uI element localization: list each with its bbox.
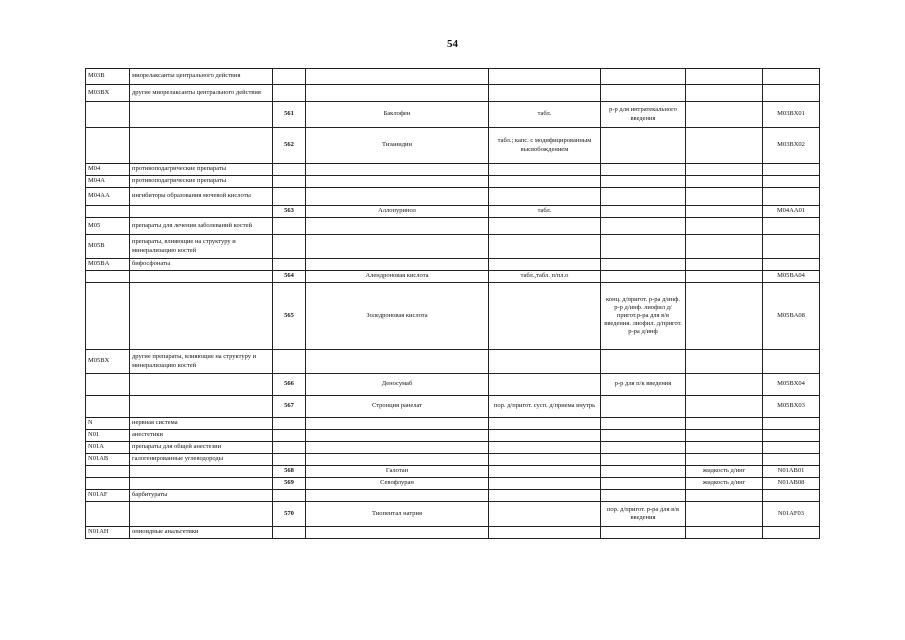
dosage-form-cell — [601, 259, 686, 271]
atc-code-cell — [763, 454, 820, 466]
dosage-form-cell — [489, 85, 601, 102]
number-cell: 566 — [273, 374, 306, 396]
dosage-form-cell: жидкость д/инг — [686, 478, 763, 490]
dosage-form-cell — [686, 235, 763, 259]
group-name-cell: противоподагрические препараты — [130, 176, 273, 188]
code-cell: N01AB — [86, 454, 130, 466]
dosage-form-cell: пор. д/пригот. сусп. д/приема внутрь — [489, 396, 601, 418]
dosage-form-cell — [686, 188, 763, 206]
drug-name-cell: Тизанидин — [306, 128, 489, 164]
atc-code-cell: M05BX03 — [763, 396, 820, 418]
drug-name-cell — [306, 350, 489, 374]
dosage-form-cell — [489, 442, 601, 454]
dosage-form-cell — [686, 176, 763, 188]
code-cell: N01A — [86, 442, 130, 454]
drug-row — [86, 396, 820, 418]
number-cell: 570 — [273, 502, 306, 527]
dosage-form-cell: табл.,табл. п/пл.о — [489, 271, 601, 283]
dosage-form-cell — [686, 218, 763, 235]
dosage-form-cell — [686, 85, 763, 102]
atc-code-cell — [763, 259, 820, 271]
number-cell — [273, 527, 306, 539]
dosage-form-cell — [601, 430, 686, 442]
group-row — [86, 218, 820, 235]
atc-code-cell — [763, 164, 820, 176]
group-name-cell: другие миорелаксанты центрального действия — [130, 85, 273, 102]
drug-name-cell: Тиопентал натрия — [306, 502, 489, 527]
code-cell: M03BX — [86, 85, 130, 102]
number-cell — [273, 85, 306, 102]
atc-code-cell — [763, 218, 820, 235]
code-cell — [86, 283, 130, 350]
atc-code-cell: M05BA08 — [763, 283, 820, 350]
group-name-cell — [130, 283, 273, 350]
dosage-form-cell — [489, 418, 601, 430]
group-name-cell: анестетики — [130, 430, 273, 442]
group-row — [86, 454, 820, 466]
number-cell: 564 — [273, 271, 306, 283]
dosage-form-cell: табл. — [489, 102, 601, 128]
group-name-cell — [130, 466, 273, 478]
atc-code-cell: M05BX04 — [763, 374, 820, 396]
group-row — [86, 164, 820, 176]
dosage-form-cell — [601, 466, 686, 478]
dosage-form-cell — [489, 502, 601, 527]
code-cell — [86, 128, 130, 164]
group-name-cell — [130, 271, 273, 283]
atc-code-cell: N01AF03 — [763, 502, 820, 527]
code-cell — [86, 502, 130, 527]
drug-name-cell — [306, 218, 489, 235]
drug-row — [86, 271, 820, 283]
dosage-form-cell — [601, 271, 686, 283]
group-row — [86, 527, 820, 539]
atc-code-cell: M03BX01 — [763, 102, 820, 128]
code-cell: M05 — [86, 218, 130, 235]
dosage-form-cell — [489, 176, 601, 188]
number-cell — [273, 350, 306, 374]
group-name-cell: препараты для общей анестезии — [130, 442, 273, 454]
atc-code-cell — [763, 527, 820, 539]
dosage-form-cell — [686, 283, 763, 350]
dosage-form-cell — [601, 418, 686, 430]
code-cell: N01 — [86, 430, 130, 442]
group-name-cell — [130, 102, 273, 128]
code-cell — [86, 206, 130, 218]
dosage-form-cell — [686, 527, 763, 539]
drug-name-cell — [306, 188, 489, 206]
group-row — [86, 69, 820, 85]
group-name-cell — [130, 128, 273, 164]
dosage-form-cell — [489, 350, 601, 374]
dosage-form-cell — [601, 527, 686, 539]
number-cell — [273, 188, 306, 206]
dosage-form-cell — [601, 396, 686, 418]
drug-name-cell: Алендроновая кислота — [306, 271, 489, 283]
number-cell: 569 — [273, 478, 306, 490]
dosage-form-cell — [686, 374, 763, 396]
dosage-form-cell — [686, 490, 763, 502]
dosage-form-cell — [601, 85, 686, 102]
code-cell — [86, 466, 130, 478]
code-cell — [86, 102, 130, 128]
drug-name-cell — [306, 235, 489, 259]
drug-name-cell: Галотан — [306, 466, 489, 478]
group-row — [86, 176, 820, 188]
dosage-form-cell — [489, 235, 601, 259]
code-cell: M05BX — [86, 350, 130, 374]
dosage-form-cell — [686, 69, 763, 85]
group-name-cell: препараты, влияющие на структуру и минерализацию костей — [130, 235, 273, 259]
dosage-form-cell — [601, 206, 686, 218]
group-name-cell: препараты для лечения заболеваний костей — [130, 218, 273, 235]
dosage-form-cell: конц. д/пригот. р-ра д/инф. р-р д/инф. лиофил д/пригот.р-ра для в/в введения. лиофил. д/пригот. р-ра д/инф — [601, 283, 686, 350]
dosage-form-cell — [489, 466, 601, 478]
number-cell — [273, 218, 306, 235]
number-cell — [273, 490, 306, 502]
code-cell — [86, 396, 130, 418]
dosage-form-cell — [601, 235, 686, 259]
dosage-form-cell: р-р для интратекального введения — [601, 102, 686, 128]
dosage-form-cell — [686, 430, 763, 442]
drug-name-cell — [306, 430, 489, 442]
atc-code-cell — [763, 235, 820, 259]
code-cell — [86, 271, 130, 283]
number-cell: 562 — [273, 128, 306, 164]
dosage-form-cell — [686, 418, 763, 430]
drug-name-cell — [306, 454, 489, 466]
dosage-form-cell — [601, 69, 686, 85]
code-cell: M05BA — [86, 259, 130, 271]
dosage-form-cell — [489, 454, 601, 466]
dosage-form-cell — [686, 271, 763, 283]
group-row — [86, 188, 820, 206]
atc-code-cell — [763, 442, 820, 454]
group-name-cell: ингибиторы образования мочевой кислоты — [130, 188, 273, 206]
number-cell — [273, 259, 306, 271]
drug-name-cell — [306, 164, 489, 176]
group-name-cell — [130, 374, 273, 396]
atc-code-cell: M04AA01 — [763, 206, 820, 218]
group-row — [86, 235, 820, 259]
dosage-form-cell — [686, 396, 763, 418]
drug-row — [86, 502, 820, 527]
dosage-form-cell — [686, 102, 763, 128]
drug-row — [86, 478, 820, 490]
dosage-form-cell: жидкость д/инг — [686, 466, 763, 478]
dosage-form-cell — [489, 430, 601, 442]
dosage-form-cell — [686, 206, 763, 218]
dosage-form-cell — [601, 490, 686, 502]
code-cell: N01AH — [86, 527, 130, 539]
group-name-cell: другие препараты, влияющие на структуру и минерализацию костей — [130, 350, 273, 374]
atc-code-cell — [763, 490, 820, 502]
group-row — [86, 418, 820, 430]
group-name-cell: противоподагрические препараты — [130, 164, 273, 176]
drug-row — [86, 128, 820, 164]
atc-code-cell: N01AB08 — [763, 478, 820, 490]
drug-row — [86, 374, 820, 396]
atc-code-cell — [763, 188, 820, 206]
drug-name-cell — [306, 69, 489, 85]
atc-code-cell — [763, 176, 820, 188]
drug-row — [86, 283, 820, 350]
number-cell — [273, 430, 306, 442]
number-cell: 567 — [273, 396, 306, 418]
code-cell: M03B — [86, 69, 130, 85]
dosage-form-cell — [686, 350, 763, 374]
group-row — [86, 259, 820, 271]
dosage-form-cell — [489, 283, 601, 350]
dosage-form-cell — [601, 442, 686, 454]
group-row — [86, 85, 820, 102]
dosage-form-cell — [686, 442, 763, 454]
dosage-form-cell — [601, 350, 686, 374]
atc-code-cell — [763, 85, 820, 102]
number-cell — [273, 442, 306, 454]
number-cell — [273, 454, 306, 466]
dosage-form-cell — [489, 69, 601, 85]
drug-name-cell: Баклофен — [306, 102, 489, 128]
drug-name-cell — [306, 490, 489, 502]
dosage-form-cell — [601, 164, 686, 176]
dosage-form-cell — [601, 128, 686, 164]
page-number: 54 — [447, 38, 458, 50]
number-cell — [273, 69, 306, 85]
table-body — [86, 69, 820, 539]
group-row — [86, 350, 820, 374]
dosage-form-cell: табл. — [489, 206, 601, 218]
drug-name-cell — [306, 176, 489, 188]
dosage-form-cell — [601, 176, 686, 188]
dosage-form-cell — [489, 164, 601, 176]
group-name-cell: опиоидные анальгетики — [130, 527, 273, 539]
atc-code-cell — [763, 69, 820, 85]
code-cell: N — [86, 418, 130, 430]
dosage-form-cell — [489, 259, 601, 271]
dosage-form-cell — [601, 218, 686, 235]
number-cell: 563 — [273, 206, 306, 218]
drug-name-cell — [306, 527, 489, 539]
drug-name-cell — [306, 418, 489, 430]
group-name-cell: барбитураты — [130, 490, 273, 502]
drug-name-cell — [306, 259, 489, 271]
drug-name-cell: Деносумаб — [306, 374, 489, 396]
group-name-cell: галогенированные углеводороды — [130, 454, 273, 466]
dosage-form-cell — [489, 374, 601, 396]
code-cell: M04A — [86, 176, 130, 188]
drug-row — [86, 466, 820, 478]
code-cell — [86, 374, 130, 396]
code-cell — [86, 478, 130, 490]
group-name-cell: миорелаксанты центрального действия — [130, 69, 273, 85]
group-name-cell — [130, 502, 273, 527]
dosage-form-cell — [686, 502, 763, 527]
code-cell: M04 — [86, 164, 130, 176]
drug-name-cell — [306, 442, 489, 454]
dosage-form-cell — [686, 454, 763, 466]
group-name-cell: нервная система — [130, 418, 273, 430]
dosage-form-cell: пор. д/пригот. р-ра для в/в введения — [601, 502, 686, 527]
dosage-form-cell — [489, 478, 601, 490]
dosage-form-cell: табл.; капс. с модифицированным высвобождением — [489, 128, 601, 164]
dosage-form-cell — [489, 527, 601, 539]
drug-row — [86, 102, 820, 128]
code-cell: N01AF — [86, 490, 130, 502]
drug-row — [86, 206, 820, 218]
drug-list-table — [85, 68, 820, 539]
atc-code-cell: M03BX02 — [763, 128, 820, 164]
group-row — [86, 430, 820, 442]
drug-name-cell: Аллопуринол — [306, 206, 489, 218]
dosage-form-cell — [601, 478, 686, 490]
dosage-form-cell — [686, 164, 763, 176]
atc-code-cell: N01AB01 — [763, 466, 820, 478]
atc-code-cell — [763, 418, 820, 430]
group-name-cell — [130, 206, 273, 218]
drug-name-cell — [306, 85, 489, 102]
code-cell: M04AA — [86, 188, 130, 206]
group-row — [86, 442, 820, 454]
number-cell — [273, 235, 306, 259]
number-cell: 565 — [273, 283, 306, 350]
group-name-cell: бифосфонаты — [130, 259, 273, 271]
dosage-form-cell — [601, 454, 686, 466]
atc-code-cell — [763, 430, 820, 442]
dosage-form-cell — [686, 259, 763, 271]
number-cell — [273, 164, 306, 176]
atc-code-cell: M05BA04 — [763, 271, 820, 283]
number-cell — [273, 418, 306, 430]
group-name-cell — [130, 478, 273, 490]
dosage-form-cell — [489, 188, 601, 206]
drug-name-cell: Стронция ранелат — [306, 396, 489, 418]
dosage-form-cell — [489, 490, 601, 502]
group-row — [86, 490, 820, 502]
number-cell: 568 — [273, 466, 306, 478]
drug-name-cell: Севофлуран — [306, 478, 489, 490]
number-cell — [273, 176, 306, 188]
dosage-form-cell — [686, 128, 763, 164]
drug-name-cell: Золедроновая кислота — [306, 283, 489, 350]
atc-code-cell — [763, 350, 820, 374]
dosage-form-cell — [601, 188, 686, 206]
number-cell: 561 — [273, 102, 306, 128]
group-name-cell — [130, 396, 273, 418]
code-cell: M05B — [86, 235, 130, 259]
dosage-form-cell: р-р для п/к введения — [601, 374, 686, 396]
dosage-form-cell — [489, 218, 601, 235]
